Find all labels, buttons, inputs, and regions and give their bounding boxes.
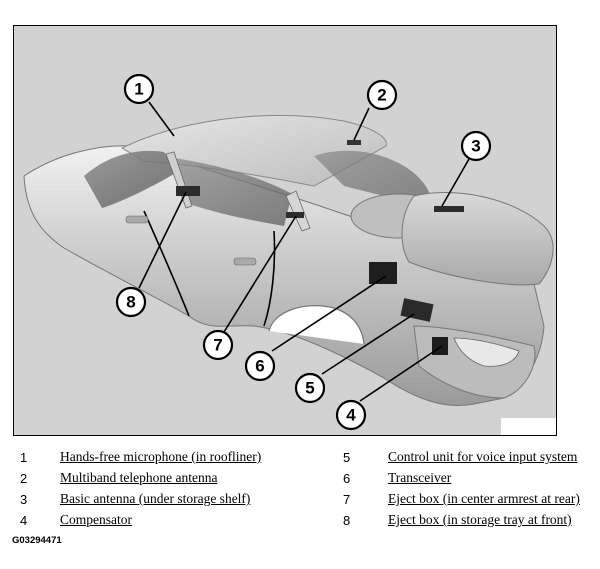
- svg-text:3: 3: [471, 136, 481, 156]
- callout-4: [337, 401, 365, 429]
- car-body-drawing: [14, 26, 557, 436]
- callout-5: [296, 374, 324, 402]
- callout-2: [368, 81, 396, 109]
- legend-label: Multiband telephone antenna: [60, 470, 218, 485]
- callout-1: [125, 75, 153, 103]
- legend-label: Eject box (in center armrest at rear): [388, 491, 580, 506]
- car-body-illustration: [13, 25, 557, 436]
- svg-text:4: 4: [346, 405, 356, 425]
- legend-label: Basic antenna (under storage shelf): [60, 491, 251, 506]
- callout-6: [246, 352, 274, 380]
- svg-text:1: 1: [134, 79, 144, 99]
- callout-3: [462, 132, 490, 160]
- component-4-block: [432, 337, 448, 355]
- svg-text:6: 6: [255, 356, 265, 376]
- svg-text:5: 5: [305, 378, 315, 398]
- figure-code: G03294471: [12, 535, 62, 546]
- svg-text:7: 7: [213, 335, 223, 355]
- legend-number: 8: [343, 513, 351, 528]
- legend-number: 6: [343, 471, 351, 486]
- legend-number: 3: [20, 492, 28, 507]
- component-2-block: [347, 140, 361, 145]
- legend-number: 2: [20, 471, 28, 486]
- leader-line-1: [149, 102, 174, 136]
- legend-label: Control unit for voice input system: [388, 449, 578, 464]
- legend-label: Eject box (in storage tray at front): [388, 512, 572, 527]
- component-8-block: [176, 186, 200, 196]
- legend-label: Hands-free microphone (in roofliner): [60, 449, 262, 464]
- legend-number: 1: [20, 450, 28, 465]
- door-handle-rear: [234, 258, 256, 265]
- legend-label: Transceiver: [388, 470, 452, 485]
- door-handle-front: [126, 216, 148, 223]
- legend-number: 4: [20, 513, 28, 528]
- callout-8: [117, 288, 145, 316]
- callout-7: [204, 331, 232, 359]
- legend-number: 5: [343, 450, 351, 465]
- legend-number: 7: [343, 492, 351, 507]
- svg-text:2: 2: [377, 85, 387, 105]
- legend-label: Compensator: [60, 512, 132, 527]
- component-6-block: [369, 262, 397, 284]
- svg-text:8: 8: [126, 292, 136, 312]
- component-3-block: [434, 206, 464, 212]
